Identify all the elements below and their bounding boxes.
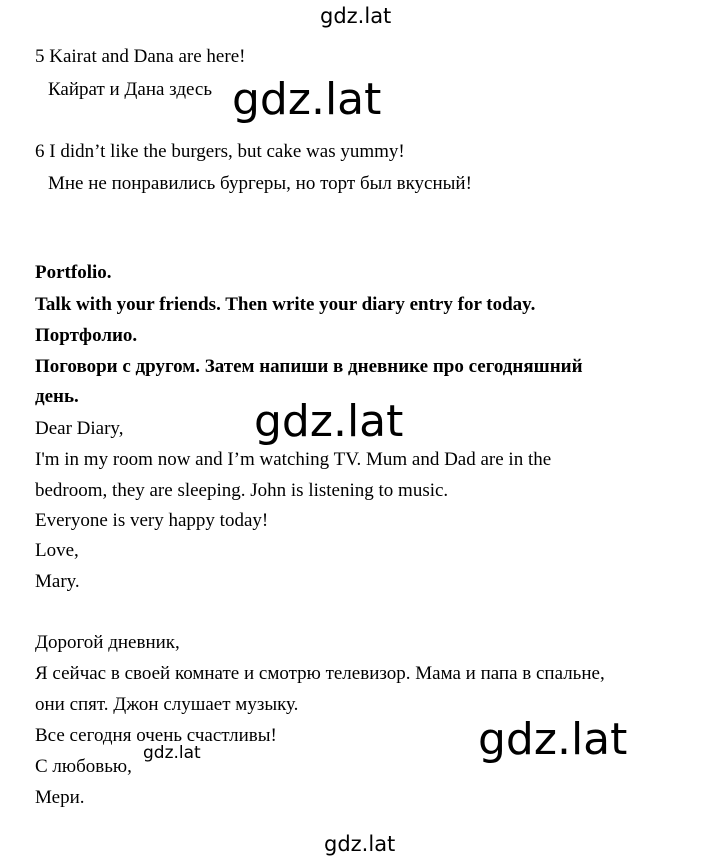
diary-en-line: Mary. (35, 571, 80, 592)
exercise-5-russian: Кайрат и Дана здесь (48, 79, 213, 100)
portfolio-task-ru-line2: день. (35, 386, 79, 407)
watermark-small: gdz.lat (143, 743, 201, 763)
diary-en-line: bedroom, they are sleeping. John is listening to music. (35, 480, 449, 501)
watermark-bottom: gdz.lat (324, 832, 396, 856)
watermark-top: gdz.lat (320, 4, 392, 28)
diary-ru-line: Дорогой дневник, (35, 632, 180, 653)
watermark-inline: gdz.lat (478, 714, 628, 765)
watermark-inline: gdz.lat (232, 74, 382, 125)
diary-en-line: Everyone is very happy today! (35, 510, 269, 531)
diary-ru-line: Я сейчас в своей комнате и смотрю телевизор. Мама и папа в спальне, (35, 663, 605, 684)
exercise-5-english: 5 Kairat and Dana are here! (35, 46, 246, 67)
exercise-6-russian: Мне не понравились бургеры, но торт был вкусный! (48, 173, 472, 194)
diary-ru-line: Все сегодня очень счастливы! (35, 725, 277, 746)
exercise-6-english: 6 I didn’t like the burgers, but cake was yummy! (35, 141, 405, 162)
watermark-inline: gdz.lat (254, 396, 404, 447)
diary-en-line: Dear Diary, (35, 418, 124, 439)
portfolio-heading-en: Portfolio. (35, 262, 112, 283)
diary-en-line: I'm in my room now and I’m watching TV. Mum and Dad are in the (35, 449, 552, 470)
portfolio-task-ru-line1: Поговори с другом. Затем напиши в дневнике про сегодняшний (35, 356, 583, 377)
diary-ru-line: Мери. (35, 787, 85, 808)
portfolio-task-en: Talk with your friends. Then write your diary entry for today. (35, 294, 536, 315)
diary-ru-line: С любовью, (35, 756, 132, 777)
portfolio-heading-ru: Портфолио. (35, 325, 138, 346)
diary-ru-line: они спят. Джон слушает музыку. (35, 694, 299, 715)
diary-en-line: Love, (35, 540, 79, 561)
